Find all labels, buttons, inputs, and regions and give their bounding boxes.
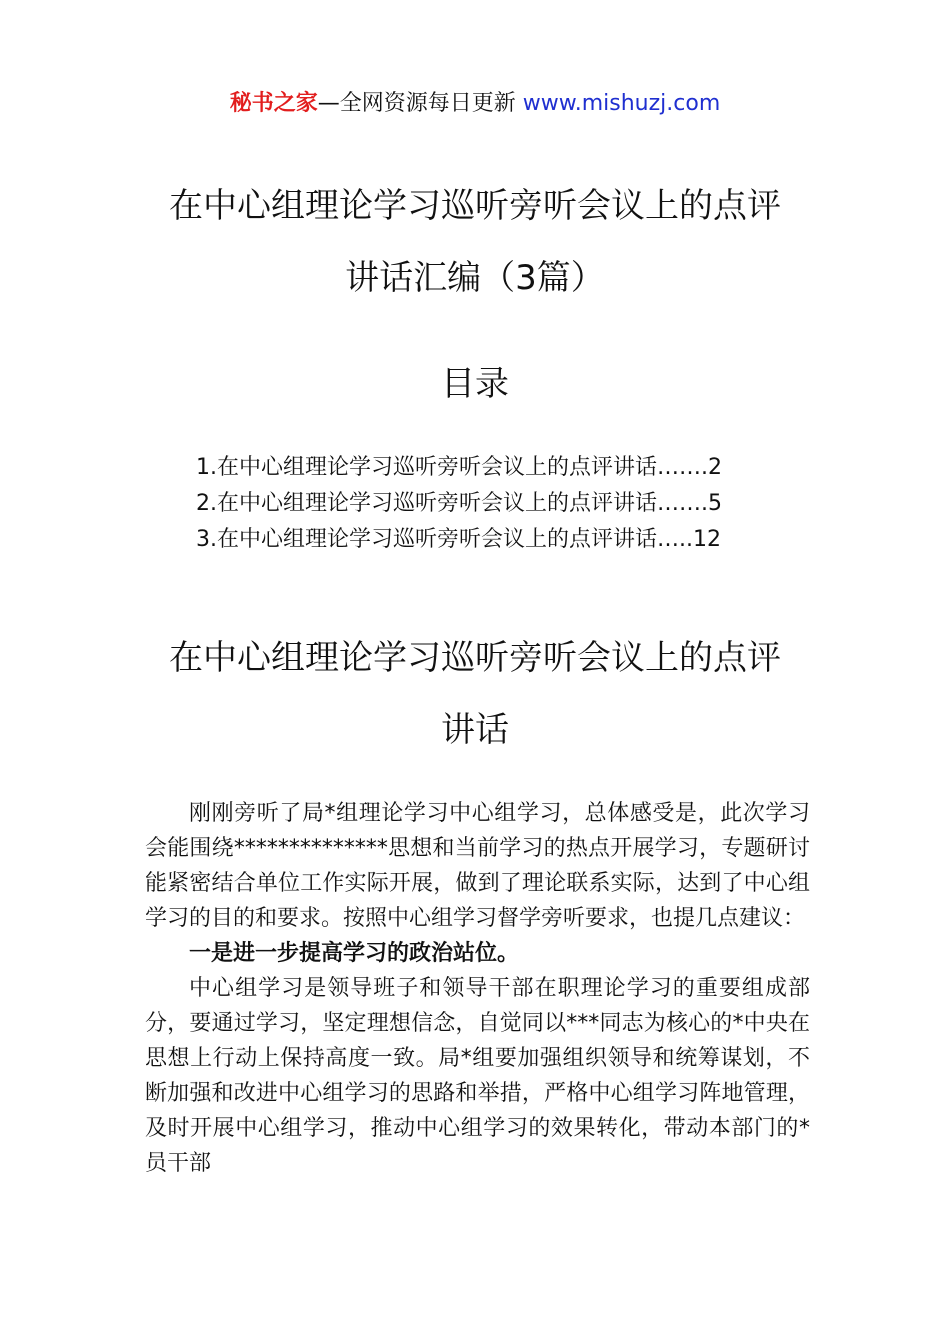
section-body [145,796,810,1181]
document-title-line2: 讲话汇编（3篇） [345,258,605,298]
document-title-line1: 在中心组理论学习巡听旁听会议上的点评 [169,186,781,226]
section-title-line1: 在中心组理论学习巡听旁听会议上的点评 [169,638,781,678]
site-brand: 秘书之家 [229,91,318,116]
body-subheading: 一是进一步提高学习的政治站位。 [189,941,520,966]
body-paragraph: 中心组学习是领导班子和领导干部在职理论学习的重要组成部分，要通过学习，坚定理想信念，自觉同以***同志为核心的*中央在思想上行动上保持高度一致。局*组要加强组织领导和统筹谋划，不断加强和改进中心组学习的思路和举措，严格中心组学习阵地管理，及时开展中心组学习，推动中心组学习的效果转化，带动本部门的*员干部 [145,976,810,1176]
section-title [130,622,820,766]
toc-heading: 目录 [441,364,509,404]
body-paragraph-intro: 刚刚旁听了局*组理论学习中心组学习，总体感受是，此次学习会能围绕**************思想和当前学习的热点开展学习，专题研讨能紧密结合单位工作实际开展，做到了理论联系实际，达到了中心组学习的目的和要求。按照中心组学习督学旁听要求，也提几点建议： [145,801,810,931]
toc-item-2[interactable]: 2.在中心组理论学习巡听旁听会议上的点评讲话…….5 [196,491,722,516]
table-of-contents [196,450,816,558]
site-slogan: —全网资源每日更新 [317,91,523,116]
section-title-line2: 讲话 [441,710,509,750]
toc-item-3[interactable]: 3.在中心组理论学习巡听旁听会议上的点评讲话…..12 [196,527,721,552]
document-title [130,170,820,314]
site-header [0,86,950,122]
site-url-link[interactable]: www.mishuzj.com [522,91,721,116]
toc-item-1[interactable]: 1.在中心组理论学习巡听旁听会议上的点评讲话…….2 [196,455,722,480]
